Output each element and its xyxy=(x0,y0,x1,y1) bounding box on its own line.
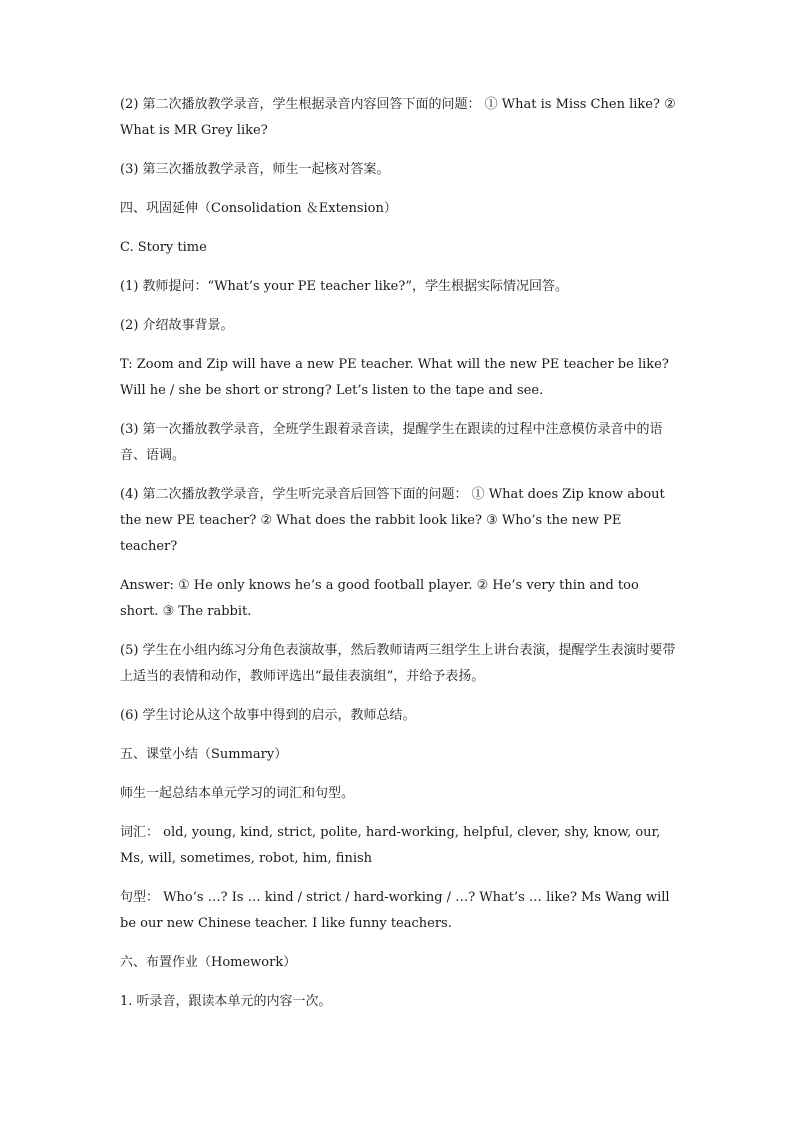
paragraph-answers: Answer: ① He only knows he’s a good football player. ② He’s very thin and too short. ③ The rabbit. xyxy=(120,578,639,619)
paragraph-story-background: (2) 介绍故事背景。 xyxy=(120,318,234,333)
paragraph-second-listening: (4) 第二次播放教学录音，学生听完录音后回答下面的问题： ① What does Zip know about the new PE teacher? ② What does the rabbit look like? ③ Who’s the new PE teacher? xyxy=(120,487,665,554)
section-heading-summary: 五、课堂小结（Summary） xyxy=(120,747,288,762)
document-body xyxy=(120,92,676,1028)
paragraph-summary: 师生一起总结本单元学习的词汇和句型。 xyxy=(120,786,355,801)
section-heading-homework: 六、布置作业（Homework） xyxy=(120,955,297,970)
paragraph-check-answers: (3) 第三次播放教学录音，师生一起核对答案。 xyxy=(120,162,390,177)
subheading-story-time: C. Story time xyxy=(120,240,207,255)
paragraph-discussion: (6) 学生讨论从这个故事中得到的启示，教师总结。 xyxy=(120,708,416,723)
paragraph-teacher-dialogue: T: Zoom and Zip will have a new PE teacher. What will the new PE teacher be like? Will he / she be short or strong? Let’s listen to the tape and see. xyxy=(120,357,669,398)
paragraph-vocabulary: 词汇： old, young, kind, strict, polite, hard-working, helpful, clever, shy, know, our, Ms, will, sometimes, robot, him, finish xyxy=(120,825,661,866)
paragraph-first-listening: (3) 第一次播放教学录音，全班学生跟着录音读，提醒学生在跟读的过程中注意模仿录音中的语音、语调。 xyxy=(120,422,663,463)
paragraph-sentence-patterns: 句型： Who’s …? Is … kind / strict / hard-working / …? What’s … like? Ms Wang will be our new Chinese teacher. I like funny teachers. xyxy=(120,890,670,931)
paragraph-homework-item-1: 1. 听录音，跟读本单元的内容一次。 xyxy=(120,994,332,1009)
paragraph-question-step-2: (2) 第二次播放教学录音，学生根据录音内容回答下面的问题： ① What is Miss Chen like? ② What is MR Grey like? xyxy=(120,97,676,138)
paragraph-teacher-question: (1) 教师提问：“What’s your PE teacher like?”，学生根据实际情况回答。 xyxy=(120,279,568,294)
paragraph-role-play: (5) 学生在小组内练习分角色表演故事，然后教师请两三组学生上讲台表演，提醒学生表演时要带上适当的表情和动作，教师评选出“最佳表演组”，并给予表扬。 xyxy=(120,643,676,684)
section-heading-consolidation: 四、巩固延伸（Consolidation ＆Extension） xyxy=(120,201,397,216)
